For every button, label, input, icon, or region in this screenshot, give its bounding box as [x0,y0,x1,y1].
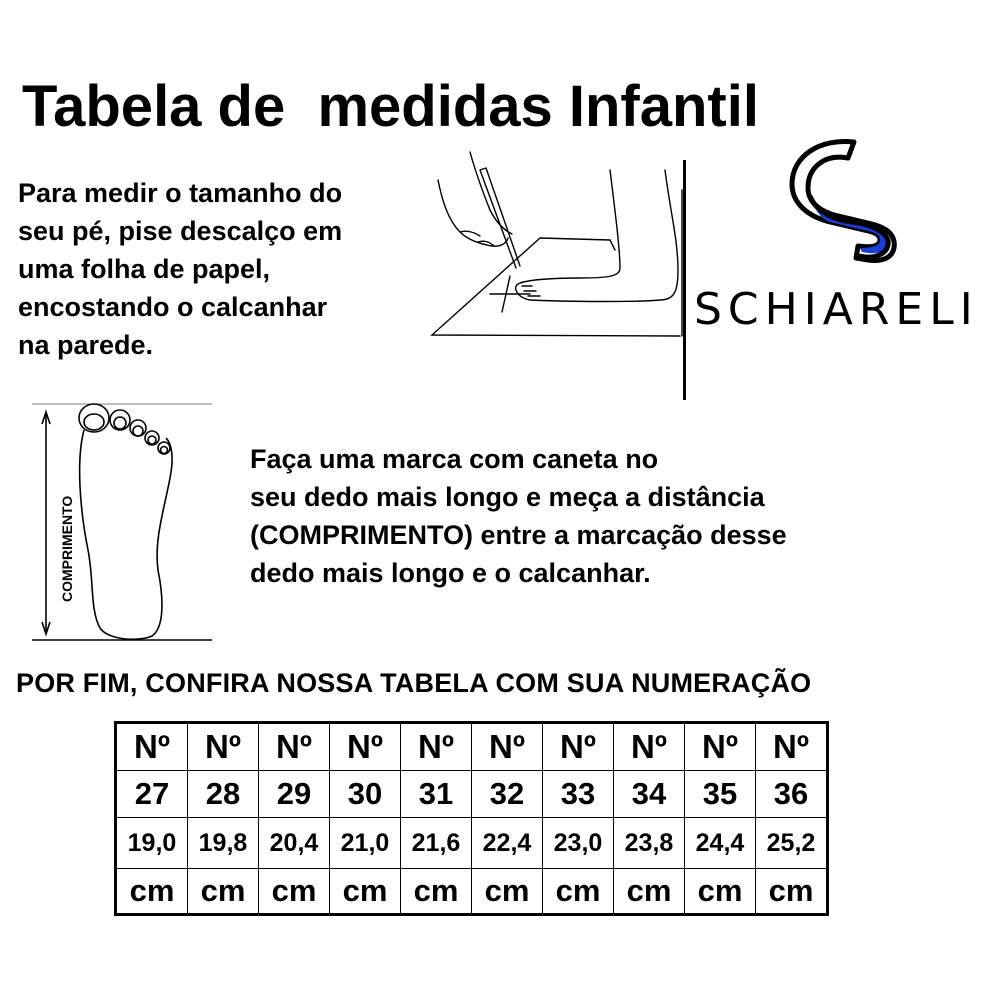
instruction-line: Para medir o tamanho do [18,178,343,208]
number-label-cell: Nº [685,723,756,771]
size-cell: 27 [116,771,188,818]
size-cell: 30 [330,771,401,818]
instruction-line: dedo mais longo e o calcanhar. [250,558,651,588]
unit-cell: cm [756,869,828,915]
number-label-cell: Nº [543,723,614,771]
size-cell: 34 [614,771,685,818]
unit-cell: cm [472,869,543,915]
length-cell: 20,4 [259,818,330,869]
size-cell: 29 [259,771,330,818]
size-cell: 36 [756,771,828,818]
hand-drawing-illustration [420,150,690,350]
length-cell: 21,6 [401,818,472,869]
size-cell: 33 [543,771,614,818]
size-cell: 31 [401,771,472,818]
instruction-line: seu dedo mais longo e meça a distância [250,482,765,512]
length-cell: 19,8 [188,818,259,869]
table-row [116,723,828,771]
brand-name: SCHIARELI [694,284,979,335]
unit-cell: cm [614,869,685,915]
length-cell: 24,4 [685,818,756,869]
table-heading: POR FIM, CONFIRA NOSSA TABELA COM SUA NUMERAÇÃO [16,668,812,698]
instruction-line: seu pé, pise descalço em [18,216,343,246]
unit-cell: cm [401,869,472,915]
instruction-line: encostando o calcanhar [18,292,328,322]
length-cell: 19,0 [116,818,188,869]
length-cell: 22,4 [472,818,543,869]
size-cell: 32 [472,771,543,818]
foot-length-diagram [28,400,218,650]
table-row [116,818,828,869]
table-row [116,771,828,818]
length-cell: 25,2 [756,818,828,869]
unit-cell: cm [259,869,330,915]
unit-cell: cm [116,869,188,915]
size-table [114,721,829,916]
number-label-cell: Nº [401,723,472,771]
instruction-line: na parede. [18,330,154,360]
size-cell: 28 [188,771,259,818]
number-label-cell: Nº [330,723,401,771]
number-label-cell: Nº [614,723,685,771]
instruction-line: (COMPRIMENTO) entre a marcação desse [250,520,787,550]
foot-length-label: COMPRIMENTO [59,495,75,602]
unit-cell: cm [685,869,756,915]
length-cell: 23,8 [614,818,685,869]
number-label-cell: Nº [472,723,543,771]
schiareli-logo-icon [786,136,906,266]
unit-cell: cm [330,869,401,915]
divider-line [683,160,686,400]
instruction-line: uma folha de papel, [18,254,271,284]
unit-cell: cm [188,869,259,915]
number-label-cell: Nº [188,723,259,771]
number-label-cell: Nº [756,723,828,771]
size-cell: 35 [685,771,756,818]
page-title: Tabela de medidas Infantil [22,74,759,139]
length-cell: 23,0 [543,818,614,869]
length-cell: 21,0 [330,818,401,869]
number-label-cell: Nº [116,723,188,771]
number-label-cell: Nº [259,723,330,771]
table-row [116,869,828,915]
unit-cell: cm [543,869,614,915]
marking-instructions [250,440,787,592]
instruction-line: Faça uma marca com caneta no [250,444,659,474]
measuring-instructions [18,174,418,364]
